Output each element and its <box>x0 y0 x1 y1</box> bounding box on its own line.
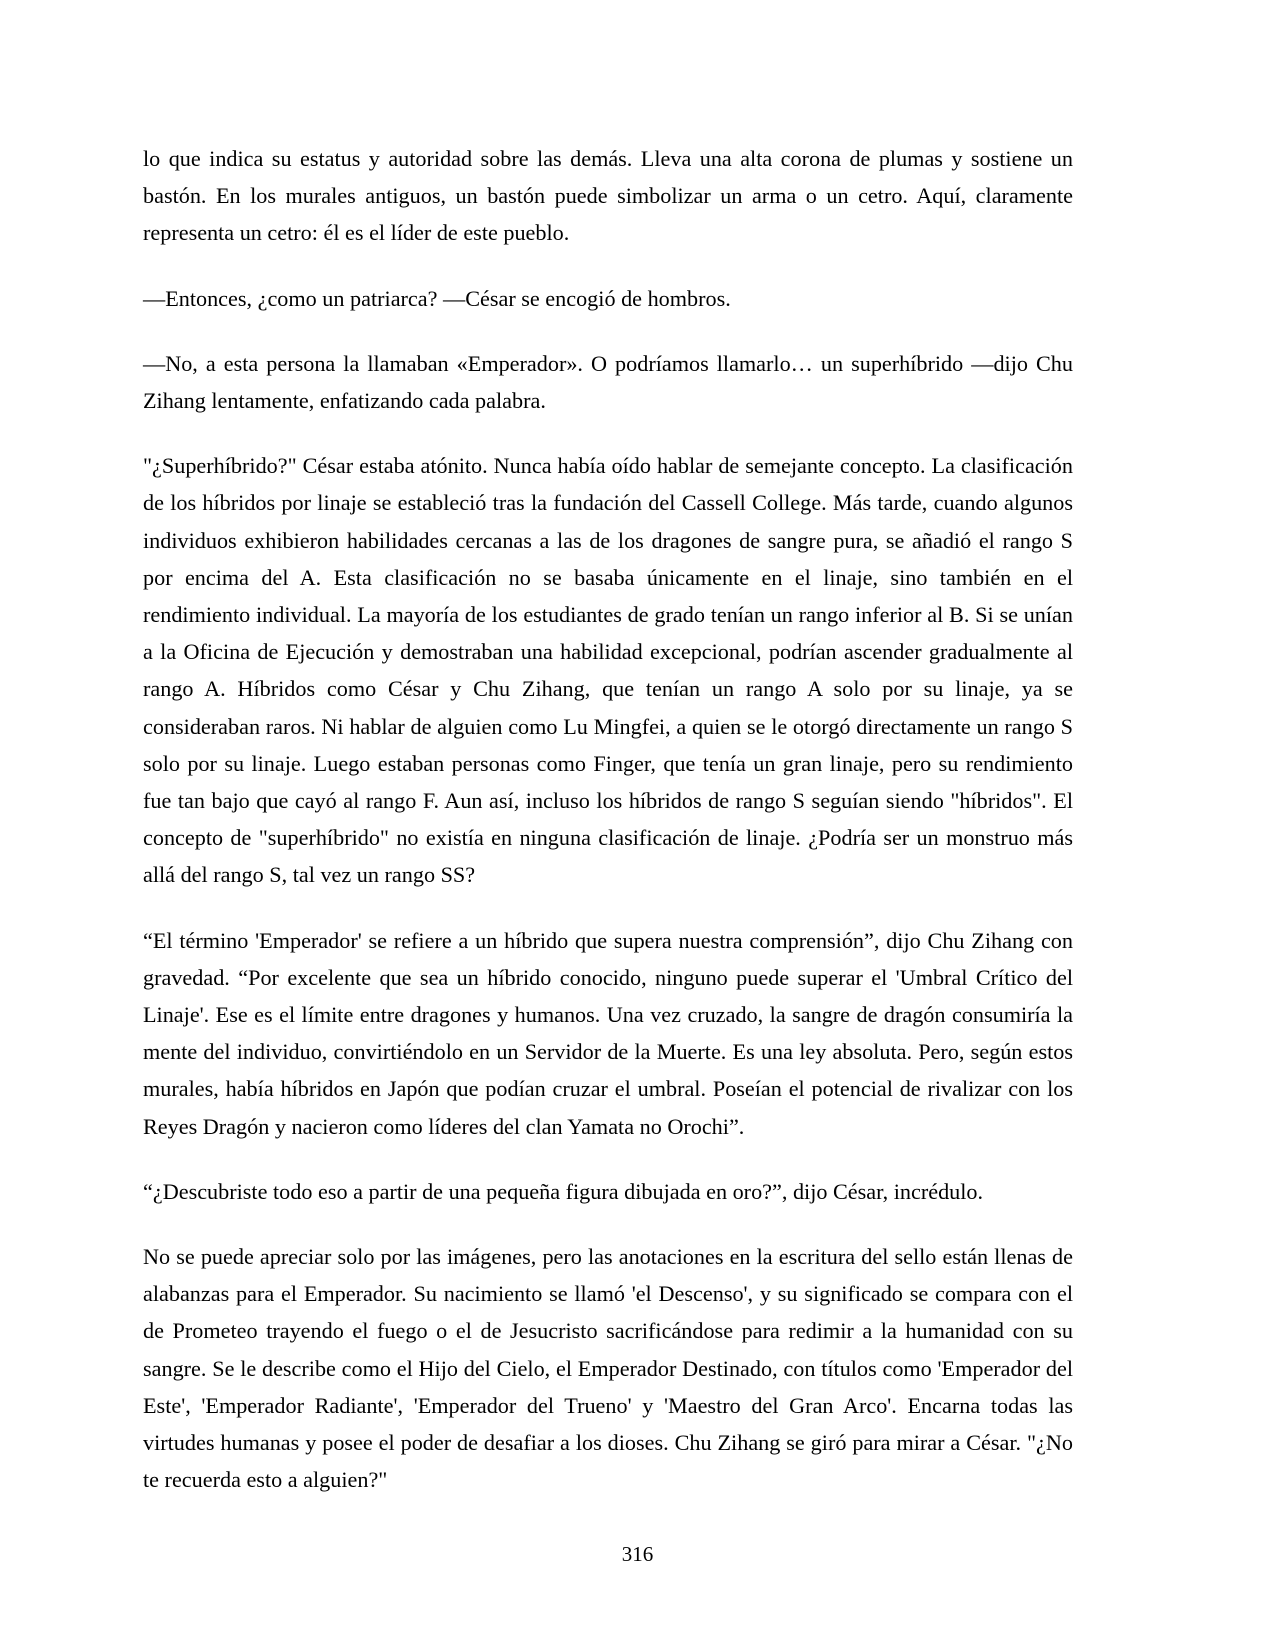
page-text-body <box>143 140 1073 1499</box>
paragraph-7: No se puede apreciar solo por las imágenes, pero las anotaciones en la escritura del sello están llenas de alabanzas para el Emperador. Su nacimiento se llamó 'el Descenso', y su significado se compara con el de Prometeo trayendo el fuego o el de Jesucristo sacrificándose para redimir a la humanidad con su sangre. Se le describe como el Hijo del Cielo, el Emperador Destinado, con títulos como 'Emperador del Este', 'Emperador Radiante', 'Emperador del Trueno' y 'Maestro del Gran Arco'. Encarna todas las virtudes humanas y posee el poder de desafiar a los dioses. Chu Zihang se giró para mirar a César. "¿No te recuerda esto a alguien?" <box>143 1244 1073 1493</box>
page-number: 316 <box>621 1542 654 1566</box>
paragraph-6: “¿Descubriste todo eso a partir de una pequeña figura dibujada en oro?”, dijo César, incrédulo. <box>143 1178 984 1204</box>
paragraph-2: —Entonces, ¿como un patriarca? —César se encogió de hombros. <box>143 285 731 311</box>
paragraph-4: "¿Superhíbrido?" César estaba atónito. Nunca había oído hablar de semejante concepto. La clasificación de los híbridos por linaje se estableció tras la fundación del Cassell College. Más tarde, cuando algunos individuos exhibieron habilidades cercanas a las de los dragones de sangre pura, se añadió el rango S por encima del A. Esta clasificación no se basaba únicamente en el linaje, sino también en el rendimiento individual. La mayoría de los estudiantes de grado tenían un rango inferior al B. Si se unían a la Oficina de Ejecución y demostraban una habilidad excepcional, podrían ascender gradualmente al rango A. Híbridos como César y Chu Zihang, que tenían un rango A solo por su linaje, ya se consideraban raros. Ni hablar de alguien como Lu Mingfei, a quien se le otorgó directamente un rango S solo por su linaje. Luego estaban personas como Finger, que tenía un gran linaje, pero su rendimiento fue tan bajo que cayó al rango F. Aun así, incluso los híbridos de rango S seguían siendo "híbridos". El concepto de "superhíbrido" no existía en ninguna clasificación de linaje. ¿Podría ser un monstruo más allá del rango S, tal vez un rango SS? <box>143 453 1073 888</box>
paragraph-3: —No, a esta persona la llamaban «Emperador». O podríamos llamarlo… un superhíbrido —dijo Chu Zihang lentamente, enfatizando cada palabra. <box>143 350 1073 414</box>
paragraph-1: lo que indica su estatus y autoridad sobre las demás. Lleva una alta corona de plumas y sostiene un bastón. En los murales antiguos, un bastón puede simbolizar un arma o un cetro. Aquí, claramente representa un cetro: él es el líder de este pueblo. <box>143 146 1073 246</box>
paragraph-5: “El término 'Emperador' se refiere a un híbrido que supera nuestra comprensión”, dijo Chu Zihang con gravedad. “Por excelente que sea un híbrido conocido, ninguno puede superar el 'Umbral Crítico del Linaje'. Ese es el límite entre dragones y humanos. Una vez cruzado, la sangre de dragón consumiría la mente del individuo, convirtiéndolo en un Servidor de la Muerte. Es una ley absoluta. Pero, según estos murales, había híbridos en Japón que podían cruzar el umbral. Poseían el potencial de rivalizar con los Reyes Dragón y nacieron como líderes del clan Yamata no Orochi”. <box>143 927 1073 1139</box>
